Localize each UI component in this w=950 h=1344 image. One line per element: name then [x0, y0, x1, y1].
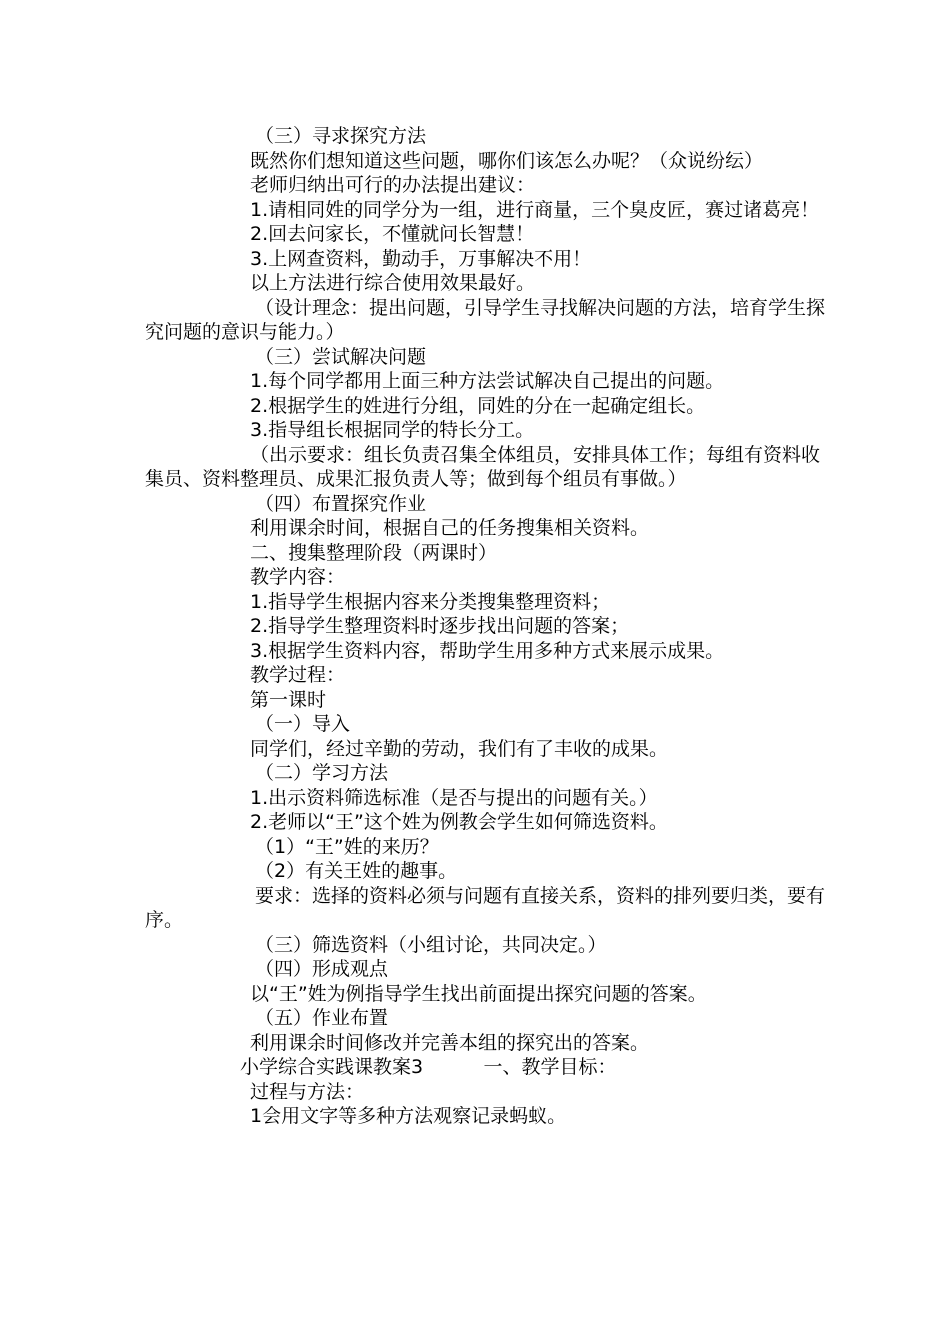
paragraph: 第一课时 [250, 688, 327, 711]
sub-item: （1）“王”姓的来历？ [255, 835, 439, 858]
paragraph: 老师归纳出可行的办法提出建议： [250, 174, 536, 196]
design-note: （设计理念：提出问题，引导学生寻找解决问题的方法，培育学生探究问题的意识与能力。） [145, 296, 826, 343]
list-item: 1.每个同学都用上面三种方法尝试解决自己提出的问题。 [250, 370, 725, 392]
list-item: 1.指导学生根据内容来分类搜集整理资料； [250, 590, 611, 613]
list-item: 1.请相同姓的同学分为一组，进行商量，三个臭皮匠，赛过诸葛亮！ [250, 198, 820, 221]
list-item: 2.指导学生整理资料时逐步找出问题的答案； [250, 615, 630, 637]
paragraph: 以“王”姓为例指导学生找出前面提出探究问题的答案。 [250, 982, 707, 1005]
paragraph: 利用课余时间，根据自己的任务搜集相关资料。 [250, 517, 650, 539]
list-item: 2.回去问家长，不懂就问长智慧！ [250, 223, 535, 245]
heading-intro: （一）导入 [255, 713, 351, 735]
paragraph: 教学过程： [250, 664, 346, 686]
paragraph: 以上方法进行综合使用效果最好。 [250, 272, 536, 294]
list-item: 3.上网查资料，勤动手，万事解决不用！ [250, 247, 592, 270]
list-item: 2.老师以“王”这个姓为例教会学生如何筛选资料。 [250, 811, 668, 833]
list-item: 1.出示资料筛选标准（是否与提出的问题有关。） [250, 786, 658, 809]
requirement-note: 要求：选择的资料必须与问题有直接关系，资料的排列要归类，要有序。 [145, 884, 826, 931]
heading-seek-method: （三）寻求探究方法 [255, 125, 427, 147]
list-item: 3.根据学生资料内容，帮助学生用多种方式来展示成果。 [250, 639, 725, 662]
heading-try-solve: （三）尝试解决问题 [255, 345, 427, 368]
paragraph: 同学们，经过辛勤的劳动，我们有了丰收的成果。 [250, 737, 669, 760]
heading-assign-homework: （四）布置探究作业 [255, 492, 427, 515]
heading-homework: （五）作业布置 [255, 1007, 389, 1029]
paragraph: 过程与方法： [250, 1080, 365, 1103]
paragraph: 1会用文字等多种方法观察记录蚂蚁。 [250, 1105, 567, 1127]
lesson-plan-title: 小学综合实践课教案3 一、教学目标： [240, 1056, 617, 1078]
paragraph: 教学内容： [250, 566, 346, 588]
paragraph: 既然你们想知道这些问题，哪你们该怎么办呢？（众说纷纭） [250, 149, 764, 172]
paragraph: 利用课余时间修改并完善本组的探究出的答案。 [250, 1031, 650, 1054]
document-body [145, 124, 825, 1129]
sub-item: （2）有关王姓的趣事。 [255, 860, 458, 882]
list-item: 2.根据学生的姓进行分组，同姓的分在一起确定组长。 [250, 394, 706, 417]
heading-filter-material: （三）筛选资料（小组讨论，共同决定。） [255, 933, 607, 956]
heading-study-method: （二）学习方法 [255, 762, 389, 784]
requirement-note: （出示要求：组长负责召集全体组员，安排具体工作；每组有资料收集员、资料整理员、成果汇报负责人等；做到每个组员有事做。） [145, 443, 821, 490]
heading-form-view: （四）形成观点 [255, 958, 389, 980]
list-item: 3.指导组长根据同学的特长分工。 [250, 419, 535, 441]
section-heading: 二、搜集整理阶段（两课时） [250, 541, 498, 564]
